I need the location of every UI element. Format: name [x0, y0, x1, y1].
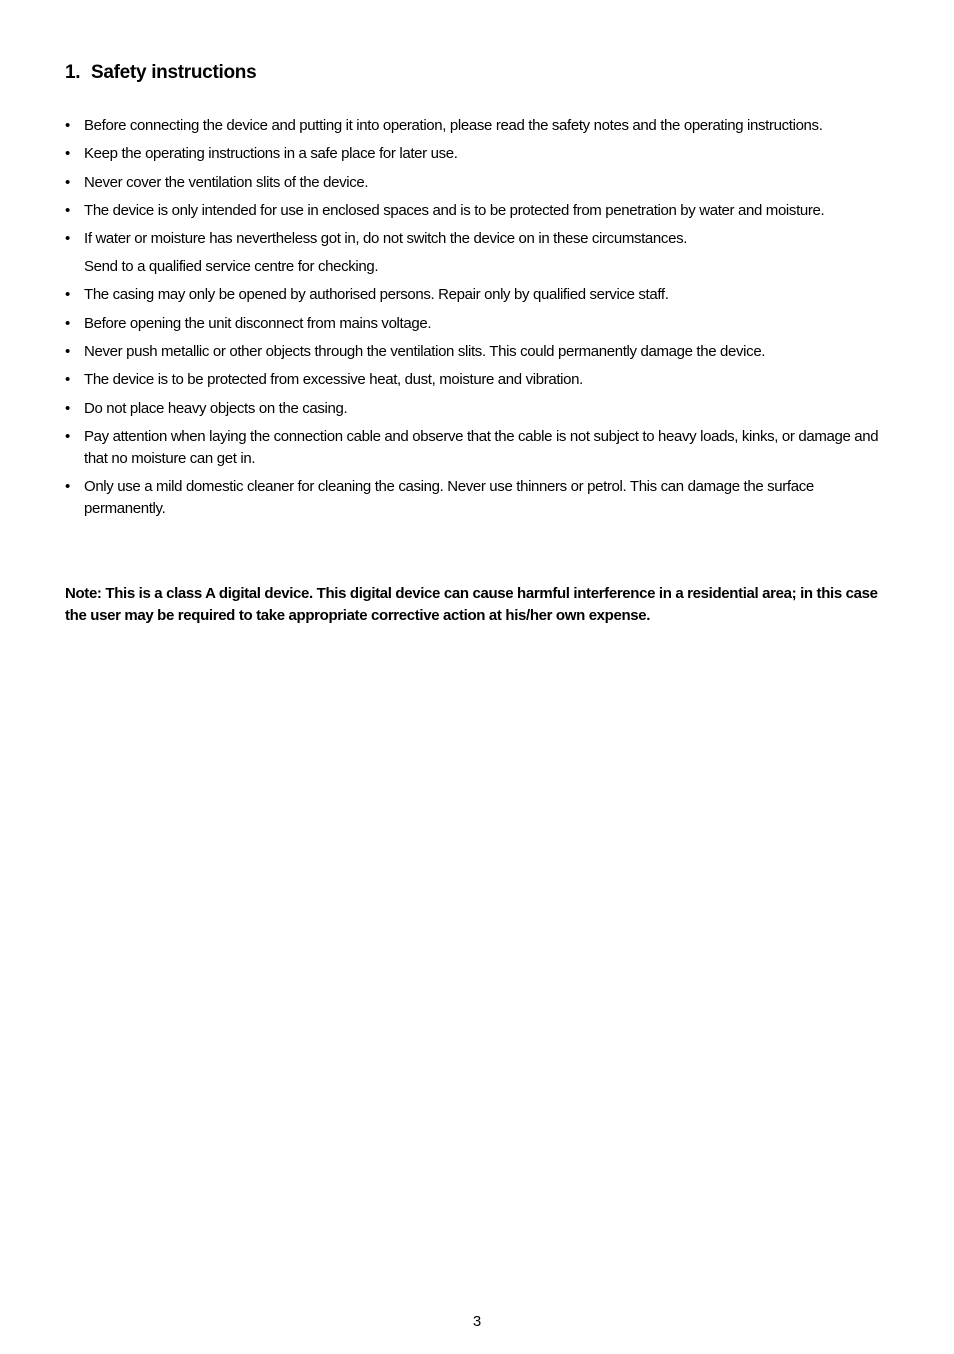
section-title: Safety instructions: [91, 62, 257, 83]
section-heading: [65, 62, 256, 84]
list-item-continuation: Send to a qualified service centre for checking.: [84, 258, 379, 276]
bullet-icon: •: [65, 399, 70, 417]
list-item: [65, 115, 895, 137]
bullet-icon: •: [65, 314, 70, 332]
bullet-icon: •: [65, 117, 70, 134]
list-item-text: The device is only intended for use in enclosed spaces and is to be protected from penetration by water and moisture.: [84, 201, 825, 219]
list-item-text: The device is to be protected from excessive heat, dust, moisture and vibration.: [84, 371, 583, 389]
class-a-device-note: Note: This is a class A digital device. This digital device can cause harmful interference in a residential area; in this case the user may be required to take appropriate corrective action at his/her own expense.: [65, 585, 878, 624]
list-item-text: Pay attention when laying the connection cable and observe that the cable is not subject to heavy loads, kinks, or damage and that no moisture can get in.: [84, 427, 879, 467]
list-item-text: The casing may only be opened by authorised persons. Repair only by qualified service staff.: [84, 286, 669, 304]
bullet-icon: •: [65, 343, 70, 361]
list-item: [65, 200, 895, 222]
bullet-icon: •: [65, 427, 70, 445]
list-item-text: Never push metallic or other objects through the ventilation slits. This could permanently damage the device.: [84, 343, 766, 361]
list-item-text: Only use a mild domestic cleaner for cleaning the casing. Never use thinners or petrol. This can damage the surface permanently.: [84, 478, 814, 518]
list-item: [65, 143, 895, 165]
list-item: [65, 228, 895, 278]
section-number: 1.: [65, 62, 81, 83]
list-item-text: Before connecting the device and putting it into operation, please read the safety notes and the operating instructions.: [84, 117, 823, 134]
list-item: [65, 313, 895, 335]
list-item: [65, 369, 895, 391]
list-item: [65, 284, 895, 306]
list-item-text: Keep the operating instructions in a safe place for later use.: [84, 145, 458, 163]
safety-instructions-list: [65, 115, 895, 527]
bullet-icon: •: [65, 230, 70, 248]
bullet-icon: •: [65, 286, 70, 304]
page-number: 3: [472, 1313, 482, 1330]
list-item-text: Never cover the ventilation slits of the device.: [84, 173, 369, 191]
list-item-text: Do not place heavy objects on the casing.: [84, 399, 348, 417]
list-item: [65, 426, 895, 470]
list-item: [65, 398, 895, 420]
list-item-text: Before opening the unit disconnect from mains voltage.: [84, 314, 432, 332]
list-item: [65, 172, 895, 194]
bullet-icon: •: [65, 145, 70, 163]
bullet-icon: •: [65, 201, 70, 219]
bullet-icon: •: [65, 478, 70, 496]
list-item: [65, 341, 895, 363]
list-item-text: If water or moisture has nevertheless got in, do not switch the device on in these circumstances.: [84, 230, 688, 248]
bullet-icon: •: [65, 371, 70, 389]
bullet-icon: •: [65, 173, 70, 191]
list-item: [65, 476, 895, 520]
